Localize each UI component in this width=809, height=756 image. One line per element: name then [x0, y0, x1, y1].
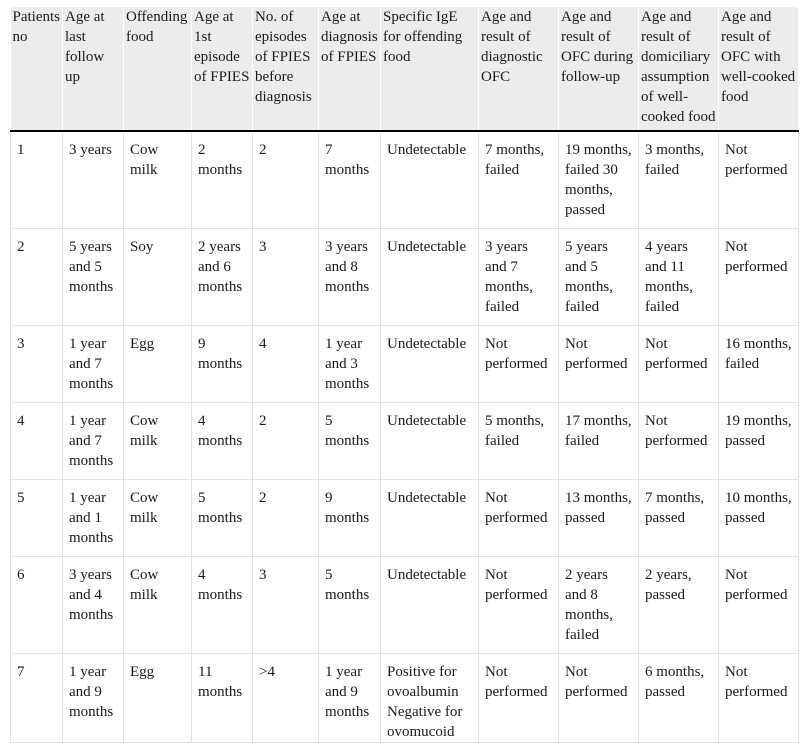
table-cell: Cow milk [124, 403, 192, 480]
table-cell: 1 year and 9 months [63, 654, 124, 743]
table-cell: 3 years and 4 months [63, 557, 124, 654]
header-domiciliary-well-cooked: Age and result of domiciliary assumption of well-cooked food [639, 7, 719, 131]
table-cell: 2 years and 6 months [192, 229, 253, 326]
table-row [11, 480, 799, 557]
table-cell: 2 [253, 403, 319, 480]
table-cell: 5 months [319, 557, 381, 654]
table-cell: 5 years and 5 months [63, 229, 124, 326]
table-cell: 4 [253, 326, 319, 403]
table-cell: 7 [11, 654, 63, 743]
fpies-patients-table [10, 7, 799, 743]
table-cell: Egg [124, 654, 192, 743]
table-row [11, 131, 799, 229]
header-offending-food: Offending food [124, 7, 192, 131]
table-cell: 5 [11, 480, 63, 557]
header-patients-no: Patients no [11, 7, 63, 131]
table-cell: Not performed [639, 403, 719, 480]
table-cell: 17 months, failed [559, 403, 639, 480]
table-cell: Not performed [639, 326, 719, 403]
table-cell: 9 months [319, 480, 381, 557]
header-ofc-follow-up: Age and result of OFC during follow-up [559, 7, 639, 131]
table-cell: Undetectable [381, 131, 479, 229]
table-cell: Not performed [559, 654, 639, 743]
table-cell: 1 year and 7 months [63, 326, 124, 403]
table-cell: Cow milk [124, 480, 192, 557]
table-cell: 3 years and 8 months [319, 229, 381, 326]
table-cell: 6 months, passed [639, 654, 719, 743]
table-cell: Undetectable [381, 557, 479, 654]
table-cell: 3 years and 7 months, failed [479, 229, 559, 326]
table-row [11, 557, 799, 654]
table-cell: Not performed [479, 480, 559, 557]
table-cell: Cow milk [124, 557, 192, 654]
table-row [11, 403, 799, 480]
table-cell: Cow milk [124, 131, 192, 229]
table-cell: Not performed [719, 654, 799, 743]
table-cell: 10 months, passed [719, 480, 799, 557]
table-cell: 3 [253, 229, 319, 326]
table-cell: 1 year and 3 months [319, 326, 381, 403]
table-cell: 3 months, failed [639, 131, 719, 229]
table-cell: Not performed [719, 229, 799, 326]
table-cell: Not performed [479, 557, 559, 654]
table-cell: Soy [124, 229, 192, 326]
table-row [11, 229, 799, 326]
table-cell: 2 years and 8 months, failed [559, 557, 639, 654]
table-cell: 5 months [319, 403, 381, 480]
table-cell: 1 year and 7 months [63, 403, 124, 480]
table-cell: 3 [253, 557, 319, 654]
table-cell: Undetectable [381, 480, 479, 557]
table-cell: Undetectable [381, 326, 479, 403]
table-cell: 13 months, passed [559, 480, 639, 557]
table-cell: 9 months [192, 326, 253, 403]
table-cell: 4 years and 11 months, failed [639, 229, 719, 326]
table-cell: Not performed [559, 326, 639, 403]
header-episodes-before-diagnosis: No. of episodes of FPIES before diagnosis [253, 7, 319, 131]
table-cell: 7 months, passed [639, 480, 719, 557]
table-cell: 19 months, failed 30 months, passed [559, 131, 639, 229]
table-cell: 1 year and 9 months [319, 654, 381, 743]
table-cell: 2 months [192, 131, 253, 229]
header-age-at-diagnosis: Age at diagnosis of FPIES [319, 7, 381, 131]
table-cell: >4 [253, 654, 319, 743]
table-cell: 1 year and 1 months [63, 480, 124, 557]
table-cell: 4 [11, 403, 63, 480]
table-cell: 3 years [63, 131, 124, 229]
table-cell: 2 years, passed [639, 557, 719, 654]
table-row [11, 326, 799, 403]
header-ofc-well-cooked: Age and result of OFC with well-cooked food [719, 7, 799, 131]
table-cell: 7 months, failed [479, 131, 559, 229]
table-cell: 6 [11, 557, 63, 654]
header-age-last-follow-up: Age at last follow up [63, 7, 124, 131]
table-cell: 7 months [319, 131, 381, 229]
table-header-row [11, 7, 799, 131]
table-cell: Not performed [719, 131, 799, 229]
table-cell: 5 years and 5 months, failed [559, 229, 639, 326]
header-age-first-episode: Age at 1st episode of FPIES [192, 7, 253, 131]
table-row [11, 654, 799, 743]
table-cell: 2 [253, 131, 319, 229]
table-cell: 5 months, failed [479, 403, 559, 480]
table-cell: 16 months, failed [719, 326, 799, 403]
table-cell: Not performed [479, 654, 559, 743]
table-cell: Positive for ovoalbumin Negative for ovomucoid [381, 654, 479, 743]
header-specific-ige: Specific IgE for offending food [381, 7, 479, 131]
table-cell: 4 months [192, 403, 253, 480]
table-cell: Undetectable [381, 229, 479, 326]
table-cell: Undetectable [381, 403, 479, 480]
table-cell: Not performed [719, 557, 799, 654]
table-cell: 5 months [192, 480, 253, 557]
table-cell: Egg [124, 326, 192, 403]
table-cell: 2 [253, 480, 319, 557]
table-cell: 3 [11, 326, 63, 403]
table-cell: 2 [11, 229, 63, 326]
table-cell: 1 [11, 131, 63, 229]
table-cell: 19 months, passed [719, 403, 799, 480]
table-cell: 4 months [192, 557, 253, 654]
header-diagnostic-ofc: Age and result of diagnostic OFC [479, 7, 559, 131]
table-cell: 11 months [192, 654, 253, 743]
table-cell: Not performed [479, 326, 559, 403]
